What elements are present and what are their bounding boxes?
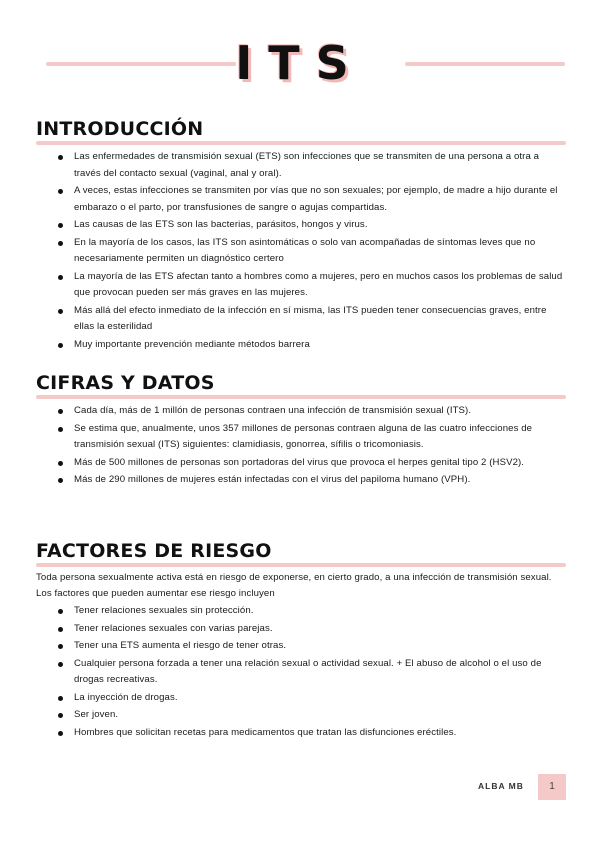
list-item: Se estima que, anualmente, unos 357 millones de personas contraen alguna de las cuatro infecciones de transmisión sexual (ITS) siguientes: clamidiasis, gonorrea, sífilis o tricomoniasis. bbox=[36, 421, 566, 454]
list-item: Cualquier persona forzada a tener una relación sexual o actividad sexual. + El abuso de alcohol o el uso de drogas recreativas. bbox=[36, 656, 566, 689]
list-item: En la mayoría de los casos, las ITS son asintomáticas o solo van acompañadas de síntomas leves que no necesariamente permiten un diagnóstico certero bbox=[36, 235, 566, 268]
section-heading: INTRODUCCIÓN bbox=[36, 118, 204, 140]
heading-underline bbox=[36, 395, 566, 399]
list-item: Más de 290 millones de mujeres están infectadas con el virus del papiloma humano (VPH). bbox=[36, 472, 566, 489]
section-heading: FACTORES DE RIESGO bbox=[36, 540, 272, 562]
list-item: A veces, estas infecciones se transmiten por vías que no son sexuales; por ejemplo, de madre a hijo durante el embarazo o el parto, por transfusiones de sangre o agujas compartidas. bbox=[36, 183, 566, 216]
bullet-list bbox=[36, 149, 566, 353]
section-factores-de-riesgo bbox=[36, 540, 566, 742]
page-title: ITS bbox=[235, 36, 365, 90]
list-item: Tener relaciones sexuales con varias parejas. bbox=[36, 621, 566, 638]
list-item: Las causas de las ETS son las bacterias, parásitos, hongos y virus. bbox=[36, 217, 566, 234]
heading-underline bbox=[36, 563, 566, 567]
heading-underline bbox=[36, 141, 566, 145]
list-item: La mayoría de las ETS afectan tanto a hombres como a mujeres, pero en muchos casos los problemas de salud que provocan pueden ser más graves en las mujeres. bbox=[36, 269, 566, 302]
section-introduccion bbox=[36, 118, 566, 354]
list-item: Hombres que solicitan recetas para medicamentos que tratan las disfunciones eréctiles. bbox=[36, 725, 566, 742]
list-item: Ser joven. bbox=[36, 707, 566, 724]
list-item: Más de 500 millones de personas son portadoras del virus que provoca el herpes genital tipo 2 (HSV2). bbox=[36, 455, 566, 472]
list-item: Más allá del efecto inmediato de la infección en sí misma, las ITS pueden tener consecuencias graves, entre ellas la esterilidad bbox=[36, 303, 566, 336]
list-item: Cada día, más de 1 millón de personas contraen una infección de transmisión sexual (ITS). bbox=[36, 403, 566, 420]
bullet-list bbox=[36, 403, 566, 489]
title-header bbox=[0, 34, 600, 94]
list-item: Las enfermedades de transmisión sexual (ETS) son infecciones que se transmiten de una persona a otra a través del contacto sexual (vaginal, anal y oral). bbox=[36, 149, 566, 182]
list-item: La inyección de drogas. bbox=[36, 690, 566, 707]
list-item: Tener relaciones sexuales sin protección. bbox=[36, 603, 566, 620]
section-heading: CIFRAS Y DATOS bbox=[36, 372, 215, 394]
section-intro-paragraph: Toda persona sexualmente activa está en riesgo de exponerse, en cierto grado, a una infección de transmisión sexual. Los factores que pueden aumentar ese riesgo incluyen bbox=[36, 572, 552, 599]
list-item: Muy importante prevención mediante métodos barrera bbox=[36, 337, 566, 354]
list-item: Tener una ETS aumenta el riesgo de tener otras. bbox=[36, 638, 566, 655]
section-cifras-y-datos bbox=[36, 372, 566, 490]
bullet-list bbox=[36, 603, 566, 741]
page-number: 1 bbox=[538, 774, 566, 800]
footer-author: ALBA MB bbox=[478, 781, 524, 791]
